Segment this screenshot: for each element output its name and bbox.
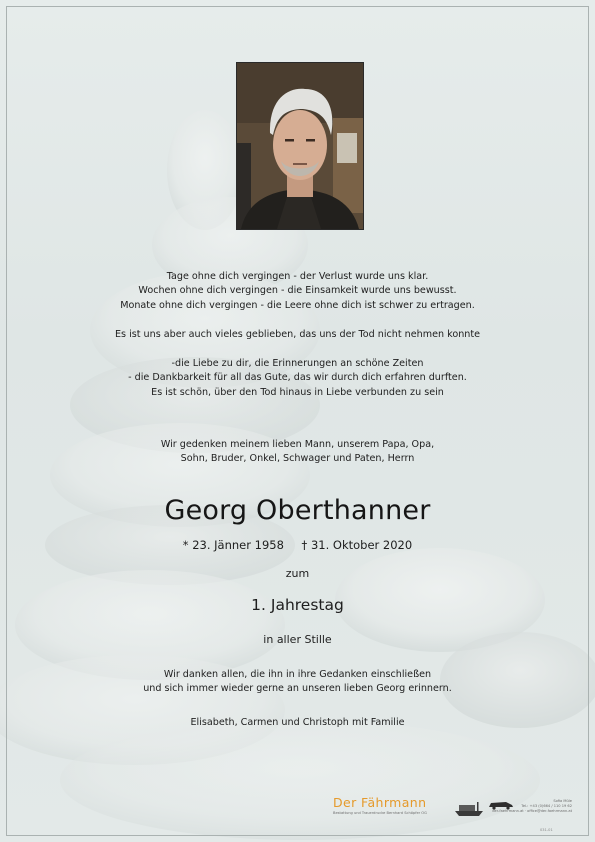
poem-line: Wochen ohne dich vergingen - die Einsamkeit wurde uns bewusst. [138, 285, 457, 297]
poem-block [0, 270, 595, 313]
poem-block-2 [0, 357, 595, 400]
thanks-block [0, 668, 595, 697]
zum-label: zum [285, 567, 310, 580]
contact-info [490, 799, 572, 814]
thanks-line: Wir danken allen, die ihn in ihre Gedanken einschließen [163, 669, 432, 680]
anniversary-title: 1. Jahrestag [251, 596, 344, 614]
life-dates [0, 538, 595, 552]
poem-line: Monate ohne dich vergingen - die Leere ohne dich ist schwer zu ertragen. [120, 299, 475, 311]
intro-block [0, 438, 595, 467]
intro-line: Sohn, Bruder, Onkel, Schwager und Paten, Herrn [180, 453, 415, 465]
silence-note: in aller Stille [263, 633, 332, 646]
contact-line: Tel.: +43 (0)664 / 110 19 62 [521, 804, 572, 808]
deceased-name: Georg Oberthanner [164, 495, 431, 526]
death-date: † 31. Oktober 2020 [301, 538, 413, 552]
boat-icon [453, 800, 485, 818]
logo-text: Der Fährmann [333, 795, 427, 810]
thanks-line: und sich immer wieder gerne an unseren lieben Georg erinnern. [143, 683, 452, 695]
intro-line: Wir gedenken meinem lieben Mann, unserem Papa, Opa, [160, 439, 435, 450]
contact-line: Sofia Müle [553, 799, 572, 803]
document-code: 031-01 [540, 828, 553, 832]
birth-date: * 23. Jänner 1958 [182, 538, 284, 552]
logo-subtitle: Bestattung und Trauerdrucke Bernhard Schöpfer OG [333, 811, 427, 815]
poem-line: -die Liebe zu dir, die Erinnerungen an schöne Zeiten [171, 358, 424, 369]
poem-line: - die Dankbarkeit für all das Gute, das wir durch dich erfahren durften. [128, 372, 467, 384]
poem-line: Tage ohne dich vergingen - der Verlust wurde uns klar. [166, 271, 429, 282]
funeral-home-logo [333, 795, 453, 819]
family-signature: Elisabeth, Carmen und Christoph mit Familie [190, 717, 405, 728]
portrait-photo [236, 62, 364, 230]
poem-line: Es ist uns aber auch vieles geblieben, das uns der Tod nicht nehmen konnte [114, 329, 481, 340]
contact-line: der-faehrmann.at · office@der-faehrmann.at [492, 809, 572, 813]
poem-line: Es ist schön, über den Tod hinaus in Liebe verbunden zu sein [151, 386, 444, 398]
